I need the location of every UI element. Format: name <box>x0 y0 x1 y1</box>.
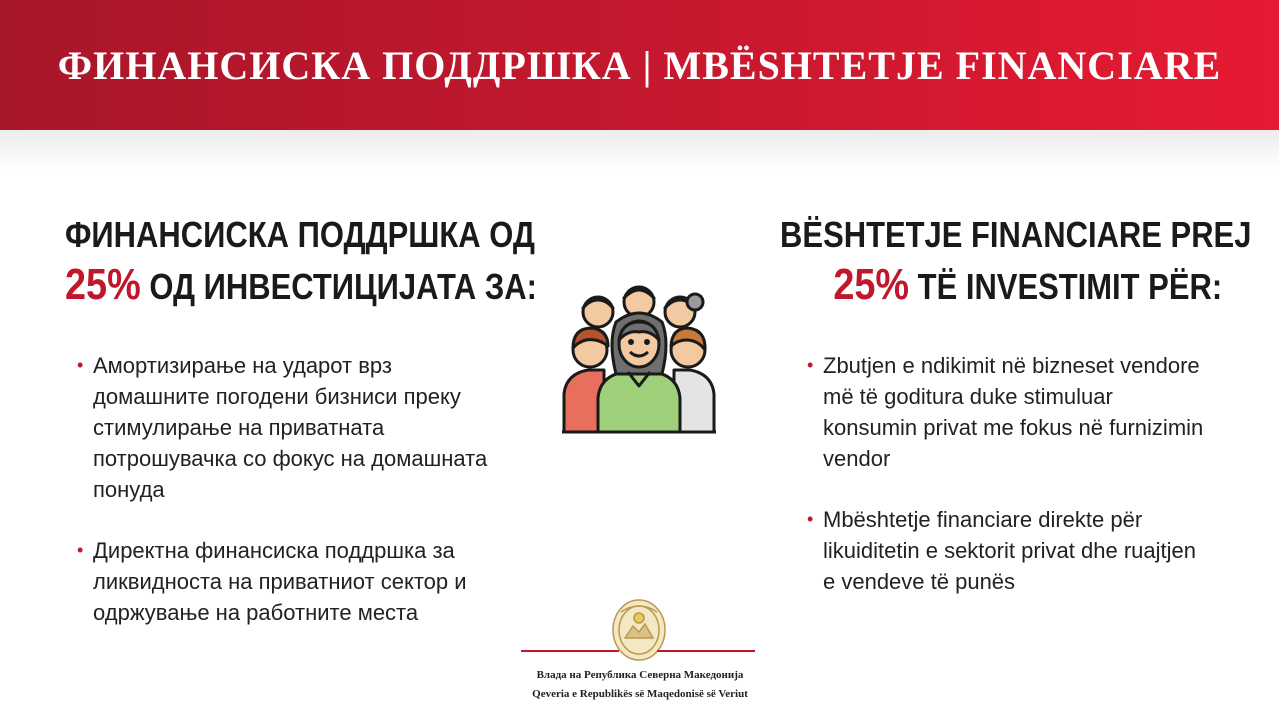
list-item: • Mbështetje financiare direkte për likuiditetin e sektorit privat dhe ruajtjen e vendeve të punës <box>805 504 1205 597</box>
list-item: • Амортизирање на ударот врз домашните погодени бизниси преку стимулирање на приватната потрошувачка со фокус на домашната понуда <box>75 350 505 505</box>
heading-macedonian-rest: ОД ИНВЕСТИЦИЈАТА ЗА: <box>140 266 537 307</box>
percentage-mk: 25% <box>65 260 141 309</box>
list-macedonian <box>75 350 505 628</box>
heading-albanian-line1: BЁSHTETJE FINANCIARE PREJ <box>780 214 1252 255</box>
group-people-icon <box>558 282 720 440</box>
list-albanian <box>805 350 1205 597</box>
banner-shadow <box>0 130 1279 170</box>
heading-albanian-rest: TË INVESTIMIT PËR: <box>909 266 1223 307</box>
banner-title: ФИНАНСИСКА ПОДДРШКА | MBЁSHTETJE FINANCIARE <box>57 42 1222 88</box>
heading-albanian <box>780 210 1251 312</box>
heading-macedonian-line2 <box>65 260 537 312</box>
heading-macedonian-line1: ФИНАНСИСКА ПОДДРШКА ОД <box>65 214 535 255</box>
divider-right <box>657 650 755 652</box>
coat-of-arms-emblem <box>611 598 667 662</box>
title-banner <box>0 0 1279 130</box>
heading-macedonian <box>65 210 537 312</box>
heading-albanian-line2 <box>780 260 1251 312</box>
government-name-sq: Qeveria e Republikës së Maqedonisë së Veriut <box>532 688 748 700</box>
government-name-mk: Влада на Република Северна Македонија <box>536 669 744 681</box>
list-item: • Zbutjen e ndikimit në bizneset vendore më të goditura duke stimuluar konsumin privat me fokus në furnizimin vendor <box>805 350 1205 474</box>
divider-left <box>521 650 619 652</box>
percentage-sq: 25% <box>833 260 910 309</box>
list-item: • Директна финансиска поддршка за ликвидноста на приватниот сектор и одржување на работните места <box>75 535 505 628</box>
